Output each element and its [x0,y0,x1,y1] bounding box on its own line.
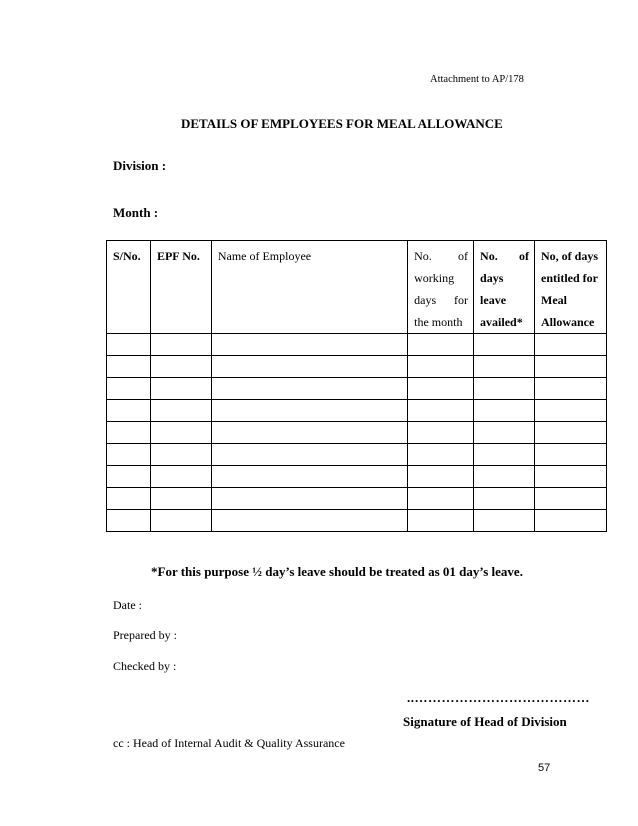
cell-entitled[interactable] [535,378,607,400]
cell-sno[interactable] [107,422,151,444]
cell-name[interactable] [211,334,407,356]
cell-sno[interactable] [107,444,151,466]
header-days-entitled: No, of days entitled for Meal Allowance [535,241,607,334]
prepared-by-label: Prepared by : [113,628,177,642]
cell-name[interactable] [211,422,407,444]
table-header-row [107,241,607,334]
date-label: Date : [113,598,142,612]
cell-working[interactable] [408,510,474,532]
cell-epf[interactable] [150,444,211,466]
cell-sno[interactable] [107,488,151,510]
cell-epf[interactable] [150,488,211,510]
cell-leave[interactable] [474,488,535,510]
cell-epf[interactable] [150,334,211,356]
cell-name[interactable] [211,510,407,532]
cell-epf[interactable] [150,466,211,488]
leave-note: *For this purpose ½ day’s leave should be treated as 01 day’s leave. [151,564,523,579]
cell-leave[interactable] [474,510,535,532]
cell-sno[interactable] [107,378,151,400]
cell-epf[interactable] [150,356,211,378]
employee-table [106,240,607,532]
cell-name[interactable] [211,488,407,510]
table-row [107,510,607,532]
table-row [107,488,607,510]
cell-entitled[interactable] [535,488,607,510]
cell-leave[interactable] [474,378,535,400]
signature-label: Signature of Head of Division [403,714,567,729]
cell-entitled[interactable] [535,422,607,444]
cell-working[interactable] [408,422,474,444]
cell-leave[interactable] [474,444,535,466]
cell-sno[interactable] [107,334,151,356]
cell-working[interactable] [408,466,474,488]
cell-sno[interactable] [107,466,151,488]
cell-leave[interactable] [474,466,535,488]
cell-leave[interactable] [474,334,535,356]
cell-working[interactable] [408,488,474,510]
cell-entitled[interactable] [535,510,607,532]
cell-name[interactable] [211,466,407,488]
header-epf: EPF No. [150,241,211,334]
cell-entitled[interactable] [535,444,607,466]
table-row [107,466,607,488]
cell-epf[interactable] [150,400,211,422]
cell-name[interactable] [211,378,407,400]
table-row [107,444,607,466]
form-title: DETAILS OF EMPLOYEES FOR MEAL ALLOWANCE [181,116,503,131]
cell-entitled[interactable] [535,466,607,488]
cc-line: cc : Head of Internal Audit & Quality Assurance [113,736,345,750]
cell-sno[interactable] [107,356,151,378]
cell-working[interactable] [408,334,474,356]
checked-by-label: Checked by : [113,659,177,673]
cell-entitled[interactable] [535,400,607,422]
cell-entitled[interactable] [535,356,607,378]
table-row [107,422,607,444]
cell-leave[interactable] [474,356,535,378]
cell-working[interactable] [408,356,474,378]
cell-name[interactable] [211,356,407,378]
header-sno: S/No. [107,241,151,334]
month-label: Month : [113,205,159,220]
signature-line: ..………………………………… [407,690,590,705]
cell-entitled[interactable] [535,334,607,356]
cell-epf[interactable] [150,510,211,532]
table-row [107,356,607,378]
cell-working[interactable] [408,400,474,422]
cell-working[interactable] [408,378,474,400]
cell-leave[interactable] [474,400,535,422]
attachment-reference: Attachment to AP/178 [430,74,524,85]
table-row [107,334,607,356]
cell-leave[interactable] [474,422,535,444]
cell-name[interactable] [211,444,407,466]
cell-working[interactable] [408,444,474,466]
table-row [107,400,607,422]
cell-epf[interactable] [150,422,211,444]
cell-epf[interactable] [150,378,211,400]
page-number: 57 [538,762,551,774]
table-row [107,378,607,400]
cell-name[interactable] [211,400,407,422]
division-label: Division : [113,158,167,173]
header-working-days: No. of working days for the month [408,241,474,334]
header-leave-availed: No. of days leave availed* [474,241,535,334]
cell-sno[interactable] [107,400,151,422]
cell-sno[interactable] [107,510,151,532]
header-name: Name of Employee [211,241,407,334]
